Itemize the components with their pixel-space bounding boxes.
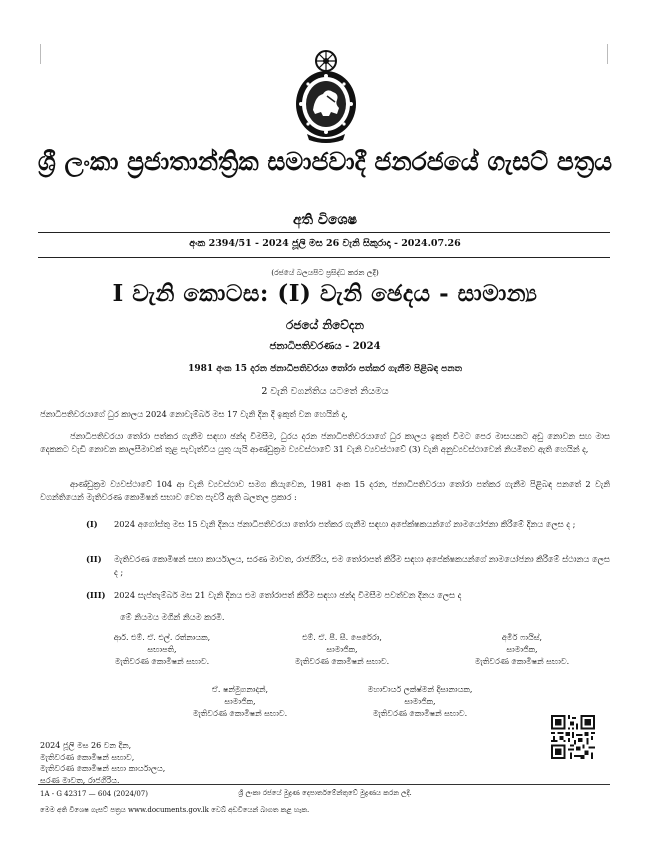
election-title: ජනාධිපතිවරණය - 2024 [269, 341, 381, 352]
signatory-block [252, 632, 432, 667]
signatory-name: එම්. ඒ. පී. සී. පෙරේරා, [302, 633, 382, 642]
signatory-role: සාමාජික, [506, 644, 538, 654]
signatory-org: මැතිවරණ කොමිෂන් සභාව. [372, 708, 468, 718]
list-item [88, 553, 610, 579]
address-line: සරණ මාවත, රාජගිරිය. [40, 775, 120, 785]
gazette-title [0, 147, 650, 177]
signatory-role: සභාපති, [147, 644, 177, 654]
item-text: මැතිවරණ කොමිෂන් සභා කාර්යාලය, සරණ මාවත, රාජගිරිය, එම තෝරාපත් කිරීම සඳහා අපේක්ෂකයන්ගේ නාමයෝජනා කිරීමේ ස්ථානය ලෙස ද ; [114, 554, 610, 577]
signatory-block [72, 632, 252, 667]
item-number: (III) [86, 590, 106, 600]
signatory-block [330, 684, 510, 719]
signatory-name: මහාචාර්ය ලක්ෂ්මන් දිසානායක, [367, 685, 473, 694]
issue-line: අංක 2394/51 - 2024 ජූලි මස 26 වැනි සිකුරාදා - 2024.07.26 [189, 238, 461, 249]
paragraph: ජනාධිපතිවරයාගේ ධුර කාලය 2024 නොවැම්බර් මස 17 වැනි දින දී ඉකුත් වන හෙයින් ද, [40, 409, 348, 419]
rules-heading: 2 වැනි වගන්තිය යටතේ නියමය [261, 386, 389, 397]
divider [38, 232, 610, 233]
paragraph: ජනාධිපතිවරයා තෝරා පත්කර ගැනීම සඳහා ඡන්ද විමසීම, ධුරය දරන ජනාධිපතිවරයාගේ ධුර කාලය ඉකුත් වීමට පෙර මාසයකට අඩු නොවන සහ මාස දෙකකට වැඩි නොවන කාලසීමාවක් තුළ පැවැත්විය යුතු යැයි ආණ්ඩුක්‍රම ව්‍යවස්ථාවේ 31 වැනි ව්‍යවස්ථාවේ (3) වැනි අනුව්‍යවස්ථාවෙන් නියමිතව ඇති හෙයින් ද, [40, 431, 610, 454]
part-title [0, 280, 650, 307]
part-title-text: I වැනි කොටස: (I) වැනි ඡෙදය - සාමාන්‍ය [112, 280, 538, 307]
gazette-title-text: ශ්‍රී ලංකා ප්‍රජාතාන්ත්‍රික සමාජවාදී ජනරජයේ ගැසට් පත්‍රය [37, 147, 613, 176]
signatory-name: අමීර් ෆායිස්, [501, 633, 543, 642]
signatory-org: මැතිවරණ කොමිෂන් සභාව. [114, 656, 210, 666]
qr-code-icon [551, 715, 595, 759]
signatory-role: සාමාජික, [404, 696, 436, 706]
item-text: 2024 අගෝස්තු මස 15 වැනි දිනය ජනාධිපතිවරයා තෝරා පත්කර ගැනීම සඳහා අපේක්ෂකයන්ගේ නාමයෝජනා කිරීමේ දිනය ලෙස ද ; [114, 519, 576, 529]
printer-note: ශ්‍රී ලංකා රජයේ මුද්‍රණ දෙපාර්තමේන්තුවේ මුද්‍රණය කරන ලදී. [238, 789, 412, 797]
item-number: (I) [86, 519, 98, 529]
item-number: (II) [86, 554, 102, 564]
national-emblem-icon [293, 48, 359, 144]
signatory-org: මැතිවරණ කොමිෂන් සභාව. [192, 708, 288, 718]
corner-mark-right [607, 44, 608, 64]
corner-mark-left [40, 44, 41, 64]
date-and-address [40, 740, 165, 786]
signatory-org: මැතිවරණ කොමිෂන් සභාව. [474, 656, 570, 666]
list-item [88, 589, 610, 602]
signatory-role: සාමාජික, [326, 644, 358, 654]
act-title: 1981 අංක 15 දරන ජනාධිපතිවරයා තෝරා පත්කර ගැනීම පිළිබඳ පනත [188, 364, 462, 374]
divider [38, 257, 610, 258]
closing-statement: මේ නියමය මගින් නියම කරමි. [120, 612, 225, 622]
address-line: මැතිවරණ කොමිෂන් සභා කාර්යාලය, [40, 764, 166, 773]
list-item [88, 518, 610, 531]
notice-heading: රජයේ නිවේදන [286, 318, 364, 332]
item-text: 2024 සැප්තැම්බර් මස 21 වැනි දිනය එම තෝරාපත් කිරීම සඳහා ඡන්ද විමසීම පවත්වන දිනය ලෙස ද [114, 590, 462, 600]
address-line: මැතිවරණ කොමිෂන් සභාව, [40, 752, 135, 762]
publication-note: (රජයේ බලයපිට ප්‍රසිද්ධ කරන ලදී) [271, 268, 379, 277]
publication-code: 1A - G 42317 — 604 (2024/07) [40, 790, 148, 798]
address-line: 2024 ජූලි මස 26 වන දින, [40, 741, 132, 750]
paragraph: ආණ්ඩුක්‍රම ව්‍යවස්ථාවේ 104 ආ වැනි ව්‍යවස්ථාව සමග කියැවෙන, 1981 අංක 15 දරන, ජනාධිපතිවරයා තෝරා පත්කර ගැනීම පිළිබඳ පනතේ 2 වැනි වගන්තියෙන් මැතිවරණ කොමිෂන් සභාව වෙත පැවරී ඇති බලතල ප්‍රකාර : [40, 479, 610, 502]
footer-divider [38, 784, 610, 785]
signatory-name: ආර්. එම්. ඒ. එල්. රත්නායක, [113, 633, 211, 642]
website-note: මෙම අති විශෙෂ ගැසට් පත්‍රය www.documents.gov.lk වෙබ් අඩවියෙන් බාගත කළ හැක. [40, 806, 310, 814]
signatory-org: මැතිවරණ කොමිෂන් සභාව. [294, 656, 390, 666]
signatory-block [432, 632, 612, 667]
signatory-name: ඒ. ෂන්මුගනාදන්, [211, 685, 269, 694]
signatory-block [150, 684, 330, 719]
extraordinary-label: අති විශෙෂ [293, 212, 357, 228]
signatory-role: සාමාජික, [224, 696, 256, 706]
